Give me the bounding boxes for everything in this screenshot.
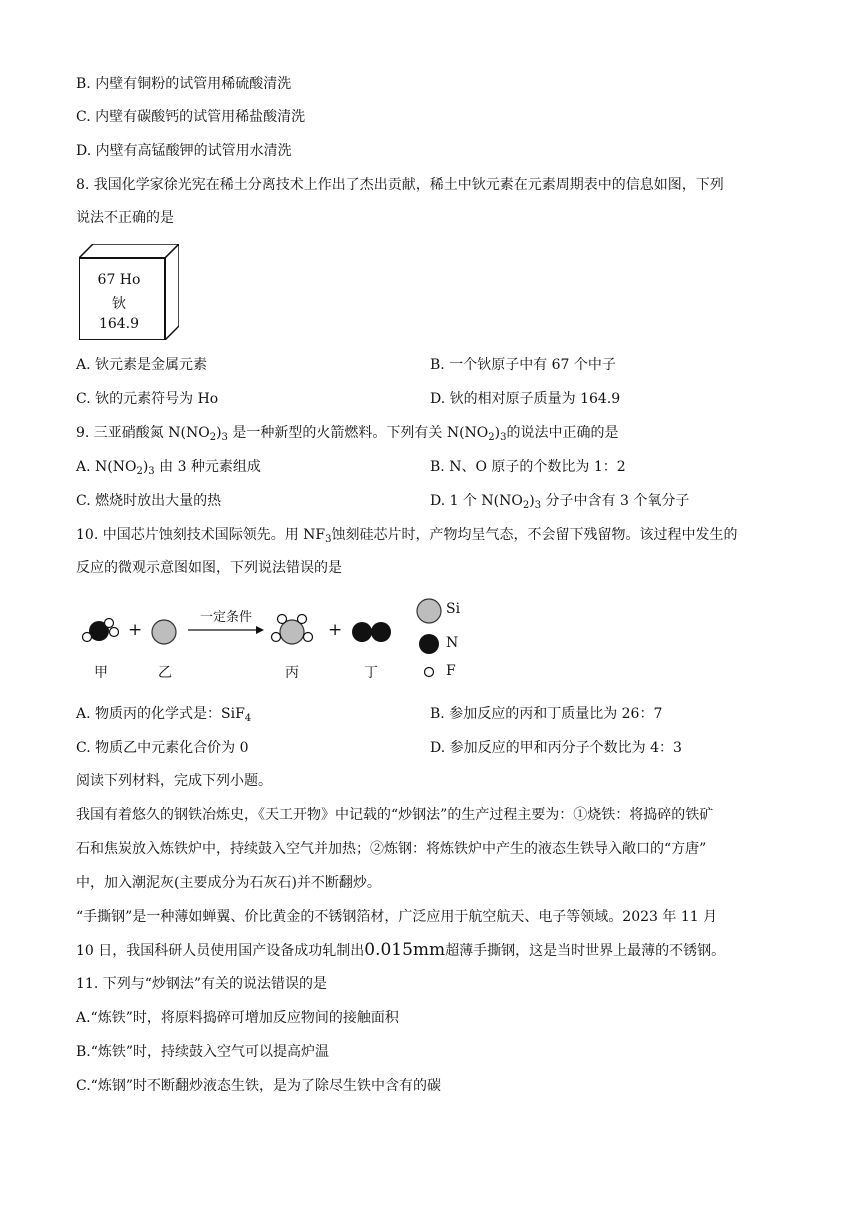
- element-number-symbol: 67 Ho: [97, 272, 141, 288]
- legend-f-label: F: [446, 663, 456, 679]
- atom-yi: [152, 620, 176, 644]
- molecule-ding: [352, 622, 391, 642]
- q11-option-c: C.“炼钢”时不断翻炒液态生铁，是为了除尽生铁中含有的碳: [76, 1078, 441, 1094]
- reading-p2-line2: 10 日，我国科研人员使用国产设备成功轧制出0.015mm超薄手撕钢，这是当时世界上最薄的不锈钢。: [76, 940, 726, 960]
- legend-n-atom: [419, 634, 439, 654]
- q9-option-d: D. 1 个 $N(NO_2)_3$ 分子中含有 3 个氧分子: [430, 493, 690, 511]
- q8-option-c: C. 钬的元素符号为 Ho: [76, 391, 219, 407]
- q11-option-a: A.“炼铁”时，将原料捣碎可增加反应物间的接触面积: [76, 1010, 399, 1026]
- reading-p2-line1: “手撕钢”是一种薄如蝉翼、价比黄金的不锈钢箔材，广泛应用于航空航天、电子等领域。2023 年 11 月: [76, 909, 718, 925]
- q8-stem-line1: 8. 我国化学家徐光宪在稀土分离技术上作出了杰出贡献，稀土中钬元素在元素周期表中的信息如图，下列: [76, 177, 724, 193]
- element-cell-figure: [79, 244, 179, 340]
- label-jia: 甲: [94, 665, 108, 681]
- q8-option-d: D. 钬的相对原子质量为 164.9: [430, 391, 621, 407]
- q10-stem-line1: 10. 中国芯片蚀刻技术国际领先。用 $NF_3$蚀刻硅芯片时，产物均呈气态，不会留下残留物。该过程中发生的: [76, 527, 738, 545]
- q10-stem-line2: 反应的微观示意图如图，下列说法错误的是: [76, 560, 342, 576]
- element-mass: 164.9: [98, 316, 140, 332]
- q10-option-c: C. 物质乙中元素化合价为 0: [76, 740, 249, 756]
- q7-option-d: D. 内壁有高锰酸钾的试管用水清洗: [76, 143, 292, 159]
- q8-option-a: A. 钬元素是金属元素: [76, 357, 208, 373]
- reaction-diagram: [78, 596, 478, 682]
- reading-p1-line3: 中，加入潮泥灰(主要成分为石灰石)并不断翻炒。: [76, 875, 381, 891]
- q9-option-b: B. N、O 原子的个数比为 1：2: [430, 459, 626, 475]
- molecule-jia: [83, 619, 119, 642]
- q11-option-b: B.“炼铁”时，持续鼓入空气可以提高炉温: [76, 1044, 330, 1060]
- q7-option-b: B. 内壁有铜粉的试管用稀硫酸清洗: [76, 76, 292, 92]
- q11-stem: 11. 下列与“炒钢法”有关的说法错误的是: [76, 976, 328, 992]
- legend-f-atom: [425, 668, 434, 677]
- label-yi: 乙: [158, 665, 172, 681]
- plus-sign-1: +: [128, 620, 143, 640]
- q9-option-c: C. 燃烧时放出大量的热: [76, 493, 222, 509]
- q8-option-b: B. 一个钬原子中有 67 个中子: [430, 357, 616, 373]
- plus-sign-2: +: [328, 620, 343, 640]
- label-bing: 丙: [285, 665, 299, 681]
- molecule-bing: [272, 615, 313, 645]
- q10-option-b: B. 参加反应的丙和丁质量比为 26：7: [430, 706, 663, 722]
- reading-p1-line1: 我国有着悠久的钢铁冶炼史，《天工开物》中记载的“炒钢法”的生产过程主要为：①烧铁：将捣碎的铁矿: [76, 807, 714, 823]
- reaction-condition: 一定条件: [200, 610, 253, 625]
- element-name: 钬: [112, 296, 126, 312]
- q7-option-c: C. 内壁有碳酸钙的试管用稀盐酸清洗: [76, 109, 306, 125]
- q9-option-a: A. $N(NO_2)_3$ 由 3 种元素组成: [76, 459, 261, 477]
- q10-option-a: A. 物质丙的化学式是：SiF$_4$: [76, 706, 252, 724]
- reading-p1-line2: 石和焦炭放入炼铁炉中，持续鼓入空气并加热；②炼钢：将炼铁炉中产生的液态生铁导入敞口的“方唐”: [76, 841, 707, 857]
- reading-intro: 阅读下列材料，完成下列小题。: [76, 773, 272, 789]
- legend-n-label: N: [446, 635, 459, 651]
- legend-si-atom: [417, 599, 441, 623]
- q9-stem: 9. 三亚硝酸氮 $N(NO_2)_3$ 是一种新型的火箭燃料。下列有关 $N(NO_2)_3$的说法中正确的是: [76, 425, 619, 443]
- legend-si-label: Si: [446, 601, 461, 617]
- q8-stem-line2: 说法不正确的是: [76, 210, 174, 226]
- q10-option-d: D. 参加反应的甲和丙分子个数比为 4：3: [430, 740, 682, 756]
- label-ding: 丁: [364, 665, 378, 681]
